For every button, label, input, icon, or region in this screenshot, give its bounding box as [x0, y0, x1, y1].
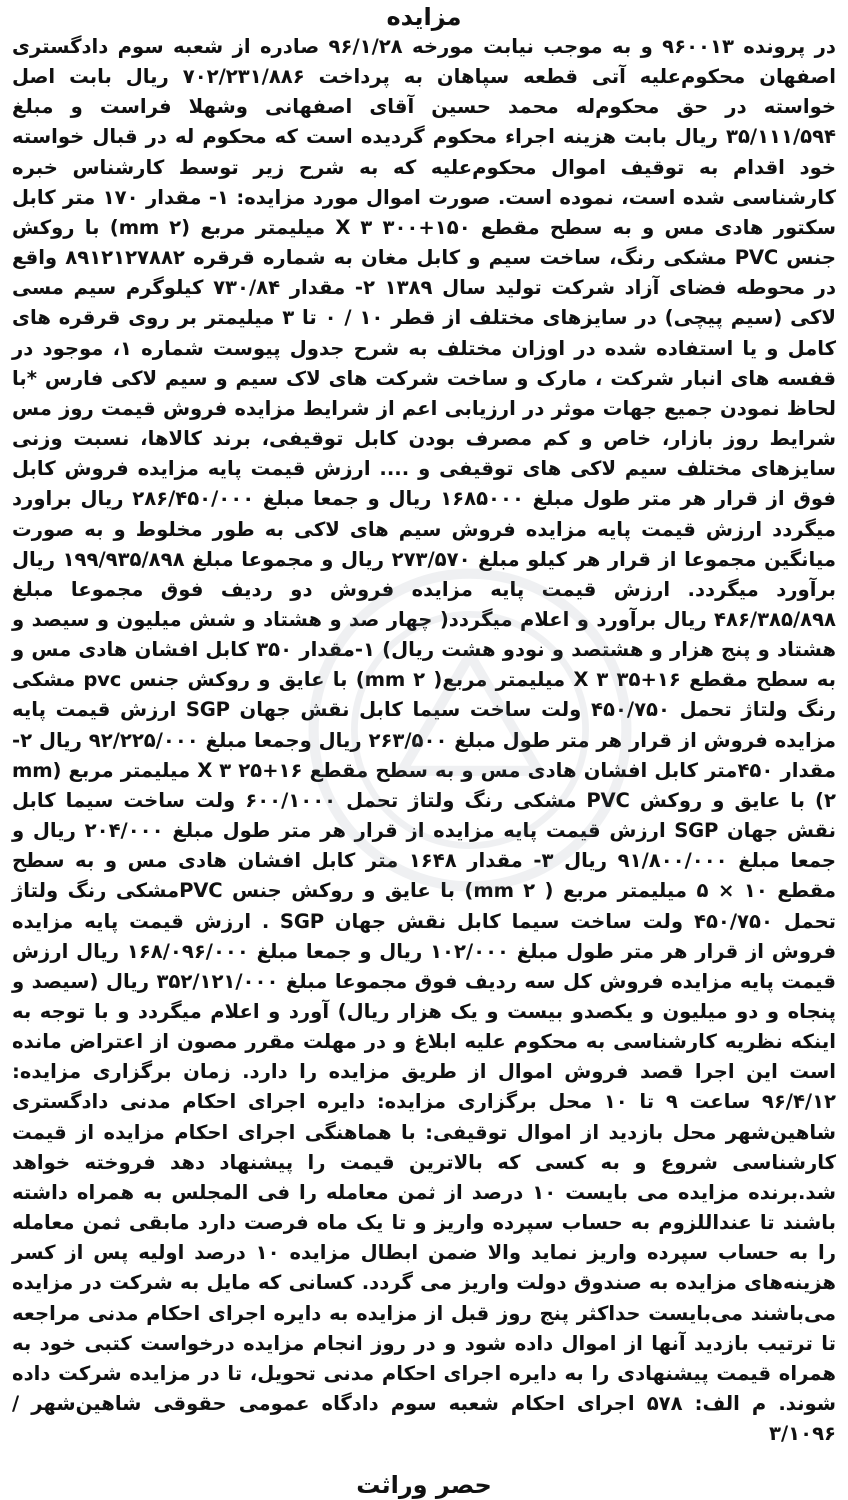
notice-title: مزایده: [386, 3, 462, 31]
next-notice-title: حصر وراثت: [356, 1471, 492, 1499]
notice-body: در پرونده ۹۶۰۰۱۳ و به موجب نیابت مورخه ۹۶/۱/۲۸ صادره از شعبه سوم دادگستری اصفهان محکوم‌علیه آتی قطعه سپاهان به پرداخت ۷۰۲/۲۳۱/۸۸۶ ریال بابت اصل خواسته در حق محکوم‌له محمد حسین آقای اصفهانی وشهلا فراست و مبلغ ۳۵/۱۱۱/۵۹۴ ریال بابت هزینه اجراء محکوم گردیده است که محکوم له در قبال خواسته خود اقدام به توقیف اموال محکوم‌علیه که به شرح زیر توسط کارشناس خبره کارشناسی شده است، نموده است. صورت اموال مورد مزایده: ۱- مقدار ۱۷۰ متر کابل سکتور هادی مس و به سطح مقطع ۱۵۰+۳۰۰ X ۳ میلیمتر مربع (mm ۲) با روکش جنس PVC مشکی رنگ، ساخت سیم و کابل مغان به شماره قرقره ۸۹۱۲۱۲۷۸۸۲ واقع در محوطه فضای آزاد شرکت تولید سال ۱۳۸۹ ۲- مقدار ۷۳۰/۸۴ کیلوگرم سیم مسی لاکی (سیم پیچی) در سایزهای مختلف از قطر ۱۰ / ۰ تا ۳ میلیمتر بر روی قرقره های کامل و یا استفاده شده در اوزان مختلف به شرح جدول پیوست شماره ۱، موجود در قفسه های انبار شرکت ، مارک و ساخت شرکت های لاک سیم و سیم لاکی فارس *با لحاظ نمودن جمیع جهات موثر در ارزیابی اعم از شرایط مزایده فروش قیمت روز مس شرایط روز بازار، خاص و کم مصرف بودن کابل توقیفی، برند کالاها، نسبت وزنی سایزهای مختلف سیم لاکی های توقیفی و .... ارزش قیمت پایه مزایده فروش کابل فوق از قرار هر متر طول مبلغ ۱۶۸۵۰۰۰ ریال و جمعا مبلغ ۲۸۶/۴۵۰/۰۰۰ ریال براورد میگردد ارزش قیمت پایه مزایده فروش سیم های لاکی به طور مخلوط و به صورت میانگین مجموعا از قرار هر کیلو مبلغ ۲۷۳/۵۷۰ ریال و مجموعا مبلغ ۱۹۹/۹۳۵/۸۹۸ ریال برآورد میگردد. ارزش قیمت پایه مزایده فروش دو ردیف فوق مجموعا مبلغ ۴۸۶/۳۸۵/۸۹۸ ریال برآورد و اعلام میگردد( چهار صد و هشتاد و شش میلیون و سیصد و هشتاد و پنج هزار و هشتصد و نودو هشت ریال) ۱-مقدار ۳۵۰ کابل افشان هادی مس و به سطح مقطع ۱۶+۳۵ X ۳ میلیمتر مربع( mm ۲) با عایق و روکش جنس pvc مشکی رنگ ولتاژ تحمل ۴۵۰/۷۵۰ ولت ساخت سیما کابل نقش جهان SGP ارزش قیمت پایه مزایده فروش از قرار هر متر طول مبلغ ۲۶۳/۵۰۰ ریال وجمعا مبلغ ۹۲/۲۲۵/۰۰۰ ریال ۲- مقدار ۴۵۰متر کابل افشان هادی مس و به سطح مقطع ۱۶+۲۵ X ۳ میلیمتر مربع (mm ۲) با عایق و روکش PVC مشکی رنگ ولتاژ تحمل ۶۰۰/۱۰۰۰ ولت ساخت سیما کابل نقش جهان SGP ارزش قیمت پایه مزایده از قرار هر متر طول مبلغ ۲۰۴/۰۰۰ ریال و جمعا مبلغ ۹۱/۸۰۰/۰۰۰ ریال ۳- مقدار ۱۶۴۸ متر کابل افشان هادی مس و به سطح مقطع ۱۰ × ۵ میلیمتر مربع ( mm ۲) با عایق و روکش جنس PVCمشکی رنگ ولتاژ تحمل ۴۵۰/۷۵۰ ولت ساخت سیما کابل نقش جهان SGP . ارزش قیمت پایه مزایده فروش از قرار هر متر طول مبلغ ۱۰۲/۰۰۰ ریال و جمعا مبلغ ۱۶۸/۰۹۶/۰۰۰ ریال ارزش قیمت پایه مزایده فروش کل سه ردیف فوق مجموعا مبلغ ۳۵۲/۱۲۱/۰۰۰ ریال (سیصد و پنجاه و دو میلیون و یکصدو بیست و یک هزار ریال) آورد و اعلام میگردد و با توجه به اینکه نظریه کارشناسی به محکوم علیه ابلاغ و در مهلت مقرر مصون از اعتراض مانده است این اجرا قصد فروش اموال از طریق مزایده را دارد. زمان برگزاری مزایده: ۹۶/۴/۱۲ ساعت ۹ تا ۱۰ محل برگزاری مزایده: دایره اجرای احکام مدنی دادگستری شاهین‌شهر محل بازدید از اموال توقیفی: با هماهنگی اجرای احکام مزایده از قیمت کارشناسی شروع و به کسی که بالاترین قیمت را پیشنهاد دهد فروخته خواهد شد.برنده مزایده می بایست ۱۰ درصد از ثمن معامله را فی المجلس به همراه داشته باشند تا عنداللزوم به حساب سپرده واریز و تا یک ماه فرصت دارد مابقی ثمن معامله را به حساب سپرده واریز نماید والا ضمن ابطال مزایده ۱۰ درصد اولیه پس از کسر هزینه‌های مزایده به صندوق دولت واریز می گردد. کسانی که مایل به شرکت در مزایده می‌باشند می‌بایست حداکثر پنج روز قبل از مزایده به دایره اجرای احکام مدنی مراجعه تا ترتیب بازدید آنها از اموال داده شود و در روز انجام مزایده درخواست کتبی خود به همراه قیمت پیشنهادی را به دایره اجرای احکام مدنی تحویل، تا در مزایده شرکت داده شوند. م الف: ۵۷۸ اجرای احکام شعبه سوم دادگاه عمومی حقوقی شاهین‌شهر /۳/۱۰۹۶: [12, 35, 837, 1446]
